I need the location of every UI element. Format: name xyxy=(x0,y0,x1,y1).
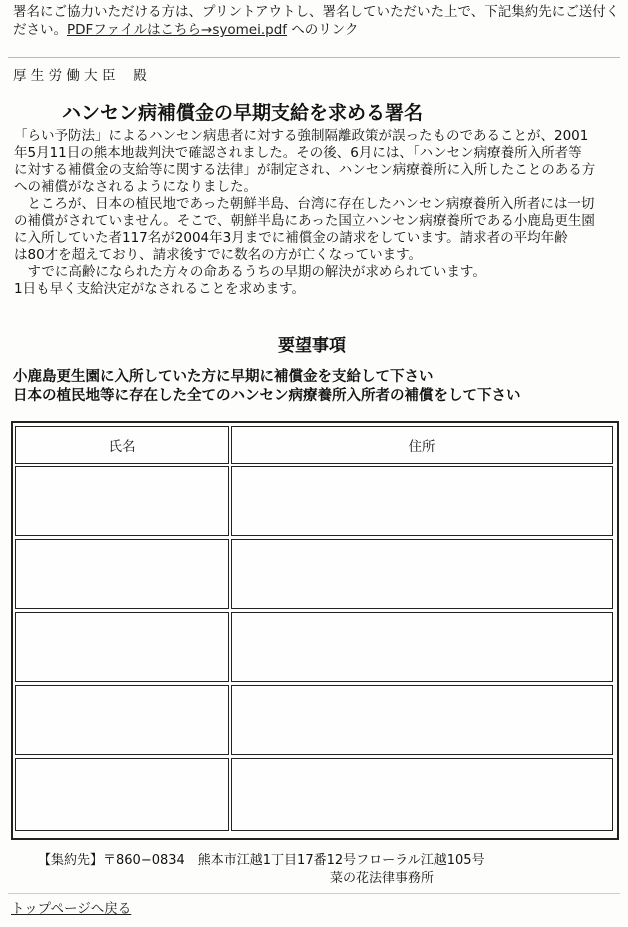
address-field-1[interactable] xyxy=(231,466,613,536)
name-field-5[interactable] xyxy=(15,758,229,831)
address-field-5[interactable] xyxy=(231,758,613,831)
intro-line-2-prefix: ださい。 xyxy=(13,22,67,38)
body-line: に対する補償金の支給等に関する法律」が制定され、ハンセン病療養所に入所したことのある方 xyxy=(14,162,596,178)
body-line: は80才を超えており、請求後すでに数名の方が亡くなっています。 xyxy=(14,247,423,263)
body-line: に入所していた者117名が2004年3月までに補償金の請求をしています。請求者の平均年齢 xyxy=(14,230,568,246)
pdf-link[interactable]: PDFファイルはこちら→syomei.pdf xyxy=(67,22,288,38)
bottom-divider xyxy=(8,893,620,894)
top-divider xyxy=(8,57,620,58)
name-field-4[interactable] xyxy=(15,685,229,755)
body-text xyxy=(14,128,595,298)
body-line: 「らい予防法」によるハンセン病患者に対する強制隔離政策が誤ったものであることが、2001 xyxy=(14,128,589,144)
name-field-1[interactable] xyxy=(15,466,229,536)
back-to-top-link[interactable]: トップページへ戻る xyxy=(11,901,132,917)
body-line: への補償がなされるようになりました。 xyxy=(14,179,257,195)
intro-line-2 xyxy=(13,22,359,39)
body-line: の補償がされていません。そこで、朝鮮半島にあった国立ハンセン病療養所である小鹿島更生園 xyxy=(14,213,595,229)
address-field-2[interactable] xyxy=(231,539,613,609)
collection-address: 【集約先】〒860−0834 熊本市江越1丁目17番12号フローラル江越105号 xyxy=(38,853,485,868)
intro-line-2-suffix: へのリンク xyxy=(287,22,359,38)
law-office-name: 菜の花法律事務所 xyxy=(330,871,435,886)
addressee: 厚 生 労 働 大 臣 殿 xyxy=(13,68,147,84)
address-field-4[interactable] xyxy=(231,685,613,755)
column-header-name: 氏名 xyxy=(108,439,136,455)
body-line: 年5月11日の熊本地裁判決で確認されました。その後、6月には、「ハンセン病療養所入所者等 xyxy=(14,145,582,161)
name-field-3[interactable] xyxy=(15,612,229,682)
body-line: 1日も早く支給決定がなされることを求めます。 xyxy=(14,281,306,297)
header-name-cell xyxy=(15,426,229,464)
body-line: すでに高齢になられた方々の命あるうちの早期の解決が求められています。 xyxy=(14,264,486,280)
address-field-3[interactable] xyxy=(231,612,613,682)
demand-item: 日本の植民地等に存在した全てのハンセン病療養所入所者の補償をして下さい xyxy=(13,388,521,404)
page-title: ハンセン病補償金の早期支給を求める署名 xyxy=(62,102,424,124)
demands-title: 要望事項 xyxy=(278,336,346,356)
body-line: ところが、日本の植民地であった朝鮮半島、台湾に存在したハンセン病療養所入所者には一切 xyxy=(14,196,595,212)
demand-item: 小鹿島更生園に入所していた方に早期に補償金を支給して下さい xyxy=(13,369,434,385)
intro-line-1: 署名にご協力いただける方は、プリントアウトし、署名していただいた上で、下記集約先にご送付く xyxy=(13,4,620,20)
name-field-2[interactable] xyxy=(15,539,229,609)
header-address-cell xyxy=(231,426,613,464)
demands-list xyxy=(13,368,521,406)
column-header-address: 住所 xyxy=(408,439,436,455)
